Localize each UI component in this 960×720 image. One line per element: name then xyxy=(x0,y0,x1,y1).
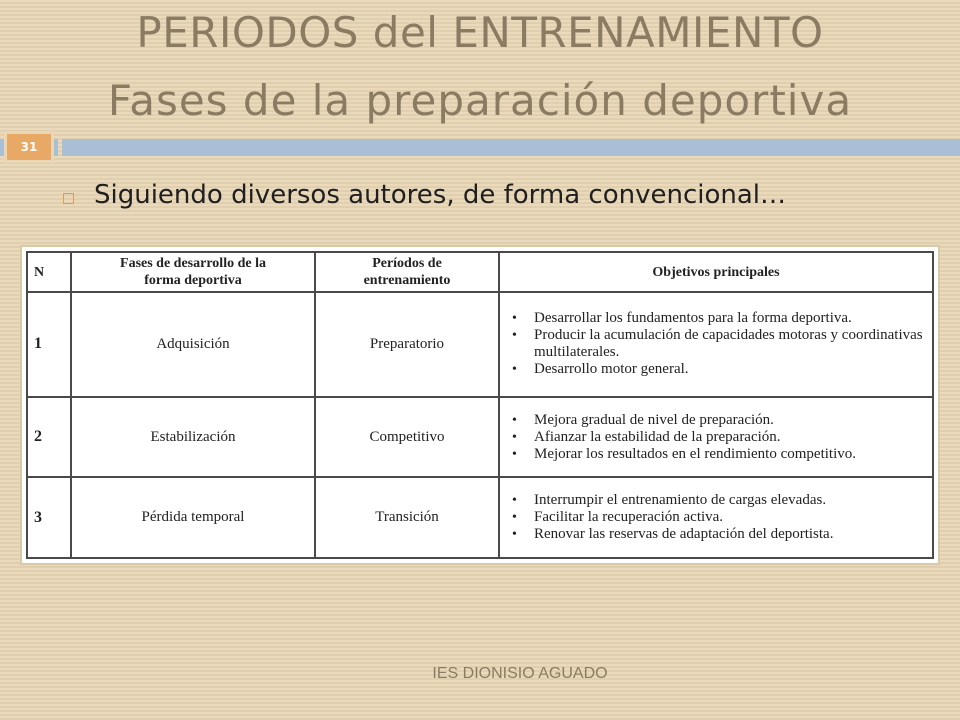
footer-text: IES DIONISIO AGUADO xyxy=(432,665,608,682)
slide-number-badge: 31 xyxy=(4,131,54,163)
objetivos-list xyxy=(506,310,926,378)
objetivo-item: • Mejora gradual de nivel de preparación. xyxy=(534,412,926,429)
objetivos-list xyxy=(506,412,926,463)
objetivos-list xyxy=(506,492,926,543)
header-periodos-line1: Períodos de xyxy=(372,256,442,271)
objetivo-item: • Desarrollo motor general. xyxy=(534,361,926,378)
header-fases xyxy=(71,252,315,292)
table-row xyxy=(27,397,933,478)
row-objetivos xyxy=(499,477,933,558)
row-number: 3 xyxy=(27,477,71,558)
row-objetivos xyxy=(499,292,933,397)
header-objetivos: Objetivos principales xyxy=(499,252,933,292)
row-fase: Pérdida temporal xyxy=(71,477,315,558)
objetivo-item: • Facilitar la recuperación activa. xyxy=(534,509,926,526)
table-row xyxy=(27,477,933,558)
square-bullet-icon xyxy=(63,193,74,204)
row-periodo: Transición xyxy=(315,477,499,558)
phases-table xyxy=(26,251,934,559)
header-fases-line1: Fases de desarrollo de la xyxy=(120,256,266,271)
bullet-text: Siguiendo diversos autores, de forma convencional… xyxy=(94,180,787,210)
row-number: 1 xyxy=(27,292,71,397)
phases-table-image xyxy=(20,245,940,565)
objetivo-item: • Renovar las reservas de adaptación del deportista. xyxy=(534,526,926,543)
row-periodo: Preparatorio xyxy=(315,292,499,397)
header-n: N xyxy=(27,252,71,292)
header-periodos-line2: entrenamiento xyxy=(363,273,451,288)
row-fase: Adquisición xyxy=(71,292,315,397)
title-rule xyxy=(62,139,960,156)
slide-title-line2: Fases de la preparación deportiva xyxy=(107,76,853,125)
row-periodo: Competitivo xyxy=(315,397,499,478)
row-objetivos xyxy=(499,397,933,478)
objetivo-item: • Producir la acumulación de capacidades motoras y coordinativas multilaterales. xyxy=(534,327,926,361)
table-header-row xyxy=(27,252,933,292)
header-fases-line2: forma deportiva xyxy=(144,273,242,288)
objetivo-item: • Mejorar los resultados en el rendimiento competitivo. xyxy=(534,446,926,463)
row-number: 2 xyxy=(27,397,71,478)
slide-title-line1: PERIODOS del ENTRENAMIENTO xyxy=(136,8,824,57)
row-fase: Estabilización xyxy=(71,397,315,478)
objetivo-item: • Interrumpir el entrenamiento de cargas elevadas. xyxy=(534,492,926,509)
table-row xyxy=(27,292,933,397)
objetivo-item: • Afianzar la estabilidad de la preparación. xyxy=(534,429,926,446)
header-periodos xyxy=(315,252,499,292)
objetivo-item: • Desarrollar los fundamentos para la forma deportiva. xyxy=(534,310,926,327)
